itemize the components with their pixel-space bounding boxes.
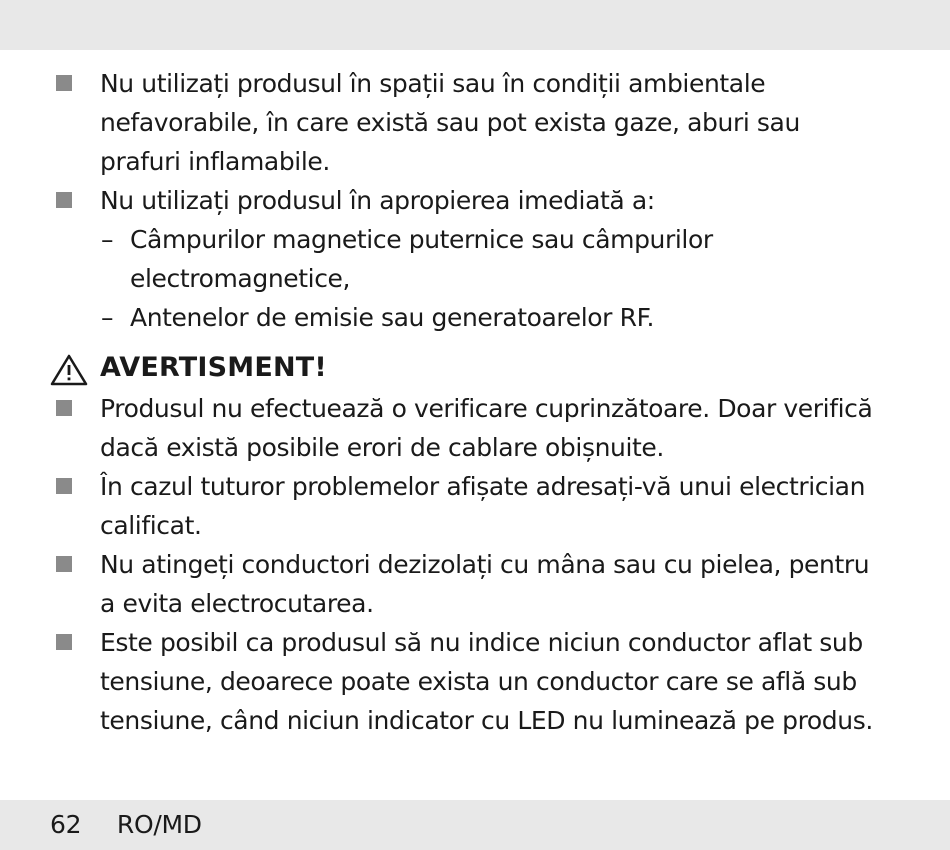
- sub-list-item-text: Câmpurilor magnetice puternice sau câmpurilor electromagnetice,: [130, 225, 713, 293]
- square-bullet-icon: [56, 634, 72, 650]
- list-item: [0, 545, 950, 623]
- dash-bullet-icon: –: [101, 303, 114, 332]
- list-item: [0, 623, 950, 740]
- list-item-text: Nu utilizați produsul în spații sau în condiții ambientale nefavorabile, în care există sau pot exista gaze, aburi sau prafuri inflamabile.: [100, 69, 800, 176]
- warning-heading: [0, 347, 950, 389]
- sub-list-item-text: Antenelor de emisie sau generatoarelor RF.: [130, 303, 655, 332]
- warning-label: AVERTISMENT!: [100, 352, 327, 383]
- list-item: [0, 181, 950, 220]
- locale-label: RO/MD: [116, 810, 202, 839]
- square-bullet-icon: [56, 192, 72, 208]
- header-band: [0, 0, 950, 50]
- list-item-text: În cazul tuturor problemelor afișate adresați-vă unui electrician calificat.: [100, 472, 866, 540]
- square-bullet-icon: [56, 75, 72, 91]
- warning-triangle-icon: [50, 354, 88, 386]
- square-bullet-icon: [56, 556, 72, 572]
- list-item-text: Nu utilizați produsul în apropierea imediată a:: [100, 186, 655, 215]
- square-bullet-icon: [56, 478, 72, 494]
- list-item: [0, 64, 950, 181]
- square-bullet-icon: [56, 400, 72, 416]
- page-content: [0, 64, 950, 740]
- page-number: 62: [50, 810, 82, 839]
- list-item-text: Nu atingeți conductori dezizolați cu mâna sau cu pielea, pentru a evita electrocutarea.: [100, 550, 870, 618]
- list-item-text: Produsul nu efectuează o verificare cuprinzătoare. Doar verifică dacă există posibile erori de cablare obișnuite.: [100, 394, 873, 462]
- list-item-text: Este posibil ca produsul să nu indice niciun conductor aflat sub tensiune, deoarece poate exista un conductor care se află sub tensiune, când niciun indicator cu LED nu luminează pe produs.: [100, 628, 873, 735]
- page-footer: [50, 808, 202, 842]
- list-item: [0, 467, 950, 545]
- list-item: [0, 389, 950, 467]
- sub-list-item: [0, 220, 950, 298]
- sub-list-item: [0, 298, 950, 337]
- dash-bullet-icon: –: [101, 225, 114, 254]
